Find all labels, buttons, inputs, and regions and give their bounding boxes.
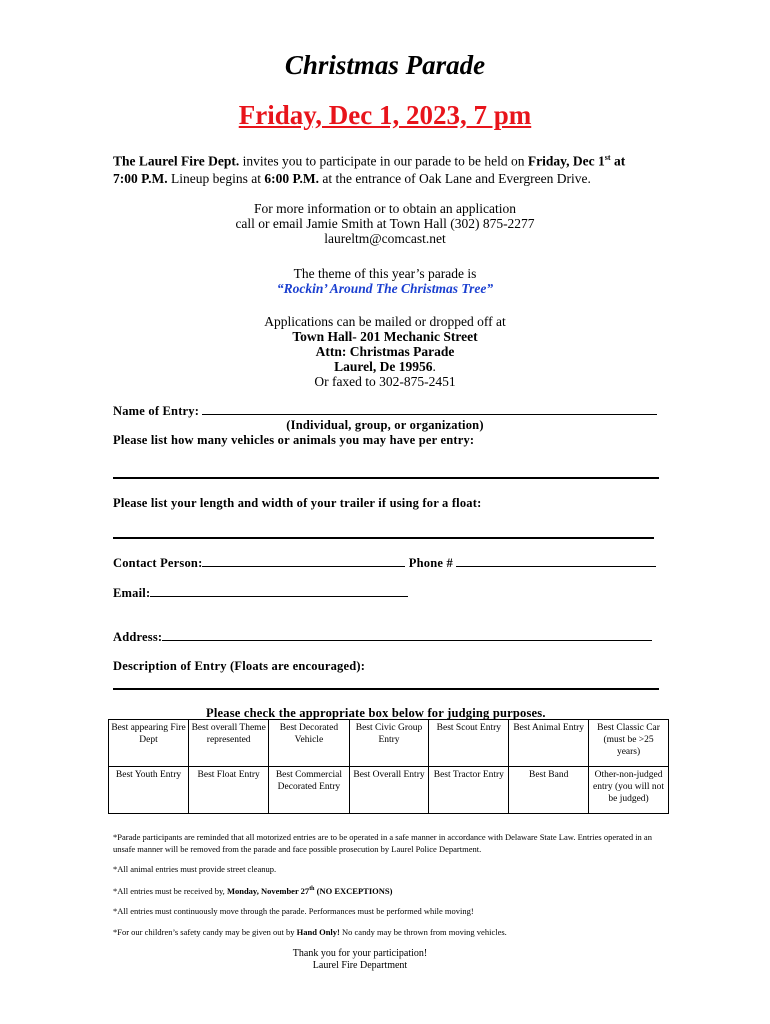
mailing-line-1: Applications can be mailed or dropped off at — [264, 314, 506, 329]
address-field[interactable] — [162, 629, 652, 641]
judging-row — [109, 767, 669, 814]
name-of-entry-label: Name of Entry: — [113, 404, 200, 418]
contact-field[interactable] — [202, 555, 405, 567]
intro-org: The Laurel Fire Dept. — [113, 153, 240, 169]
judging-label: Please check the appropriate box below for judging purposes. — [206, 706, 546, 720]
intro-day-sup: st — [604, 153, 611, 162]
thanks-org: Laurel Fire Department — [312, 960, 408, 971]
name-hint: (Individual, group, or organization) — [286, 418, 484, 432]
description-field[interactable] — [113, 688, 659, 690]
intro-text-1: invites you to participate in our parade to be held on — [239, 153, 528, 169]
note-deadline-post: (NO EXCEPTIONS) — [314, 885, 393, 896]
mailing-line-2: Town Hall- 201 Mechanic Street — [292, 329, 478, 344]
info-line-2: call or email Jamie Smith at Town Hall (302) 875-2277 — [235, 216, 535, 231]
intro-lineup-time: 6:00 P.M. — [264, 170, 319, 186]
trailer-field[interactable] — [113, 537, 654, 539]
note-candy-pre: *For our children’s safety candy may be given out by — [113, 927, 297, 937]
contact-row — [113, 555, 656, 571]
thanks-line: Thank you for your participation! — [292, 948, 428, 959]
note-animals: *All animal entries must provide street cleanup. — [113, 864, 277, 874]
note-candy-post: No candy may be thrown from moving vehicles. — [339, 927, 507, 937]
note-deadline-sup: th — [309, 886, 315, 892]
note-deadline-pre: *All entries must be received by, — [113, 885, 227, 896]
vehicles-field[interactable] — [113, 477, 659, 479]
judging-cell[interactable]: Best Commercial Decorated Entry — [269, 767, 349, 814]
judging-cell[interactable]: Other-non-judged entry (you will not be judged) — [589, 767, 669, 814]
mailing-block — [0, 314, 770, 389]
judging-cell[interactable]: Best Scout Entry — [429, 720, 509, 767]
email-row — [113, 585, 408, 601]
contact-label: Contact Person: — [113, 556, 203, 570]
phone-field[interactable] — [456, 555, 656, 567]
mailing-line-4-wrap — [0, 359, 770, 374]
judging-cell[interactable]: Best Band — [509, 767, 589, 814]
email-label: Email: — [113, 586, 151, 600]
note-deadline-date: Monday, November 27 — [226, 885, 310, 896]
intro-paragraph — [113, 149, 673, 187]
note-candy-bold: Hand Only! — [296, 927, 340, 937]
theme-intro: The theme of this year’s parade is — [293, 266, 477, 281]
mailing-line-3: Attn: Christmas Parade — [315, 344, 455, 359]
judging-table — [108, 719, 669, 814]
note-candy — [113, 926, 673, 938]
mailing-line-4-end: . — [432, 359, 436, 374]
judging-cell[interactable]: Best Animal Entry — [509, 720, 589, 767]
document-title: Christmas Parade — [284, 50, 486, 80]
mailing-line-4: Laurel, De 19956 — [334, 359, 433, 374]
judging-cell[interactable]: Best Float Entry — [189, 767, 269, 814]
address-label: Address: — [113, 630, 163, 644]
info-block — [0, 201, 770, 246]
judging-cell[interactable]: Best Overall Entry — [349, 767, 429, 814]
info-email: laureltm@comcast.net — [324, 231, 446, 246]
judging-cell[interactable]: Best Youth Entry — [109, 767, 189, 814]
phone-label: Phone # — [408, 556, 453, 570]
thanks-block — [0, 948, 720, 972]
judging-row — [109, 720, 669, 767]
event-date: Friday, Dec 1, 2023, 7 pm — [238, 100, 532, 130]
judging-cell[interactable]: Best Classic Car (must be >25 years) — [589, 720, 669, 767]
judging-cell[interactable]: Best Decorated Vehicle — [269, 720, 349, 767]
judging-cell[interactable]: Best overall Theme represented — [189, 720, 269, 767]
note-deadline — [113, 883, 673, 897]
trailer-label: Please list your length and width of your trailer if using for a float: — [113, 496, 482, 510]
judging-cell[interactable]: Best Tractor Entry — [429, 767, 509, 814]
intro-at: at — [610, 153, 626, 169]
intro-text-3: at the entrance of Oak Lane and Evergreen Drive. — [318, 170, 591, 186]
description-label: Description of Entry (Floats are encouraged): — [113, 659, 366, 673]
theme-name: “Rockin’ Around The Christmas Tree” — [276, 281, 494, 296]
theme-block — [0, 266, 770, 296]
mailing-line-5: Or faxed to 302-875-2451 — [314, 374, 456, 389]
intro-time: 7:00 P.M. — [113, 170, 168, 186]
info-line-1: For more information or to obtain an application — [253, 201, 517, 216]
note-motorized: *Parade participants are reminded that all motorized entries are to be operated in a safe manner in accordance with Delaware State Law. Entries operated in an unsafe manner will be removed from the parade and face possible prosecution by Laurel Police Department. — [113, 832, 652, 854]
intro-text-2: Lineup begins at — [167, 170, 265, 186]
judging-cell[interactable]: Best appearing Fire Dept — [109, 720, 189, 767]
email-field[interactable] — [150, 585, 408, 597]
vehicles-label: Please list how many vehicles or animals you may have per entry: — [113, 433, 475, 447]
name-of-entry-field[interactable] — [202, 403, 657, 415]
note-moving: *All entries must continuously move through the parade. Performances must be performed while moving! — [113, 906, 474, 916]
judging-cell[interactable]: Best Civic Group Entry — [349, 720, 429, 767]
address-row — [113, 629, 652, 645]
name-of-entry-row — [113, 403, 657, 419]
intro-day: Friday, Dec 1 — [527, 153, 605, 169]
